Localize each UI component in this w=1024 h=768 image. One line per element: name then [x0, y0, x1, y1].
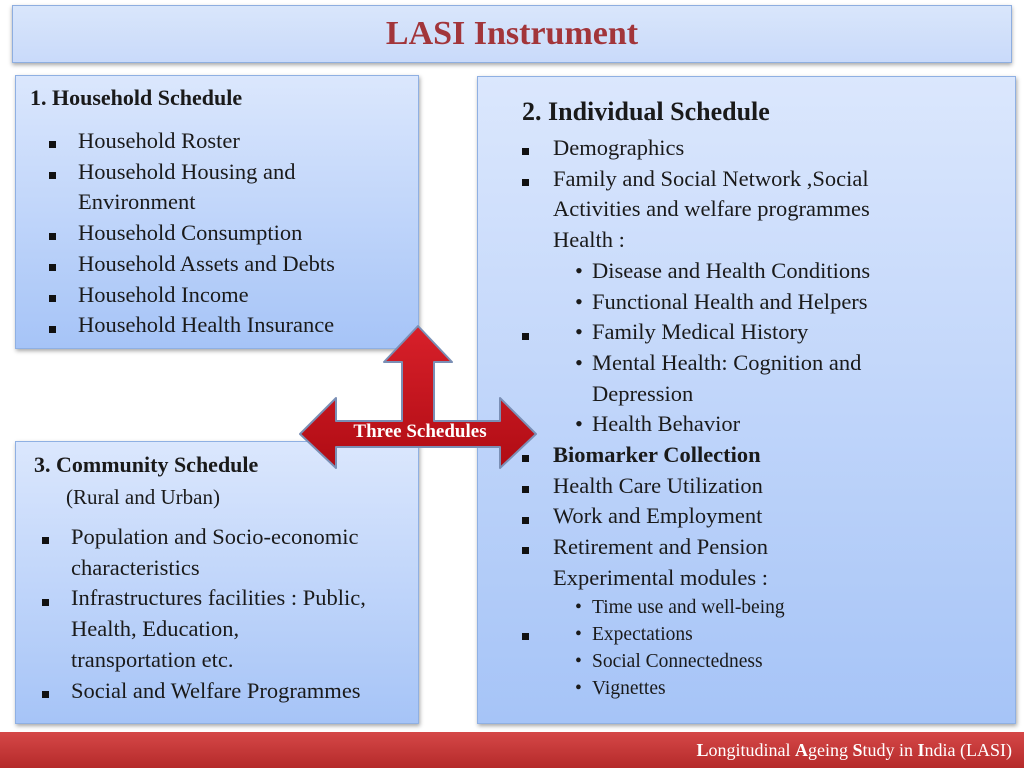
square-bullet-icon	[522, 633, 529, 640]
list-item: characteristics	[71, 554, 200, 580]
list-item: • Time use and well-being	[592, 594, 870, 621]
list-item: Household Housing and	[78, 157, 335, 188]
square-bullet-icon	[49, 326, 56, 333]
square-bullet-icon	[42, 599, 49, 606]
list-item: Social and Welfare Programmes	[71, 676, 366, 707]
health-sublist	[575, 256, 871, 440]
list-item: • Expectations	[592, 621, 870, 648]
experimental-sublist	[575, 594, 870, 703]
square-bullet-icon	[49, 264, 56, 271]
list-item: • Mental Health: Cognition and	[592, 348, 870, 379]
list-item: Household Income	[78, 280, 335, 311]
round-bullet-icon: •	[575, 349, 583, 375]
list-item: • Disease and Health Conditions	[592, 256, 870, 287]
list-item: Work and Employment	[553, 501, 870, 532]
list-item: Household Roster	[78, 126, 335, 157]
square-bullet-icon	[522, 179, 529, 186]
list-item: Demographics	[553, 133, 870, 164]
square-bullet-icon	[49, 141, 56, 148]
three-way-arrow-icon	[298, 324, 538, 470]
round-bullet-icon: •	[575, 257, 583, 283]
list-item: Family and Social Network ,Social	[553, 164, 870, 195]
round-bullet-icon: •	[575, 596, 582, 618]
list-item: Environment	[78, 189, 196, 215]
community-schedule-list	[71, 522, 366, 706]
list-item: transportation etc.	[71, 646, 234, 672]
square-bullet-icon	[522, 547, 529, 554]
list-item: Health Care Utilization	[553, 471, 870, 502]
three-schedules-label: Three Schedules	[353, 421, 487, 442]
list-item: Retirement and Pension	[553, 532, 870, 563]
list-item: Depression	[592, 380, 694, 406]
square-bullet-icon	[522, 486, 529, 493]
round-bullet-icon: •	[575, 411, 583, 437]
list-item: • Family Medical History	[592, 317, 870, 348]
list-item: • Health Behavior	[592, 409, 870, 440]
list-item: Household Assets and Debts	[78, 249, 335, 280]
square-bullet-icon	[522, 517, 529, 524]
round-bullet-icon: •	[575, 651, 582, 673]
title-bar	[12, 5, 1012, 63]
square-bullet-icon	[49, 295, 56, 302]
list-item: Activities and welfare programmes	[553, 196, 870, 222]
list-item: Population and Socio-economic	[71, 522, 366, 553]
community-schedule-subheading: (Rural and Urban)	[66, 485, 220, 509]
round-bullet-icon: •	[575, 623, 582, 645]
household-schedule-list	[78, 126, 335, 341]
footer-text: Longitudinal Ageing Study in India (LASI)	[696, 740, 1012, 760]
individual-schedule-heading: 2. Individual Schedule	[522, 97, 770, 126]
list-item: • Vignettes	[592, 675, 870, 702]
round-bullet-icon: •	[575, 678, 582, 700]
square-bullet-icon	[522, 148, 529, 155]
household-schedule-heading: 1. Household Schedule	[30, 85, 243, 110]
round-bullet-icon: •	[575, 319, 583, 345]
list-item: Health : • Disease and Health Conditions • Functional Health and Helpers • Family Medical History • Mental Health: Cognition and Depression • Health Behavior	[553, 225, 870, 440]
list-item: • Functional Health and Helpers	[592, 287, 870, 318]
square-bullet-icon	[42, 691, 49, 698]
list-item: Experimental modules : • Time use and well-being • Expectations • Social Connectedness • Vignettes	[553, 563, 870, 703]
square-bullet-icon	[42, 537, 49, 544]
list-item: Biomarker Collection	[553, 440, 870, 471]
round-bullet-icon: •	[575, 288, 583, 314]
footer-bar	[0, 732, 1024, 768]
list-item: Infrastructures facilities : Public,	[71, 583, 366, 614]
square-bullet-icon	[49, 172, 56, 179]
square-bullet-icon	[49, 233, 56, 240]
individual-schedule-list	[553, 133, 870, 703]
list-item: Household Consumption	[78, 218, 335, 249]
list-item: Household Health Insurance	[78, 310, 335, 341]
community-schedule-heading: 3. Community Schedule	[34, 452, 259, 477]
page-title: LASI Instrument	[385, 15, 639, 52]
list-item: • Social Connectedness	[592, 648, 870, 675]
list-item: Health, Education,	[71, 616, 240, 642]
